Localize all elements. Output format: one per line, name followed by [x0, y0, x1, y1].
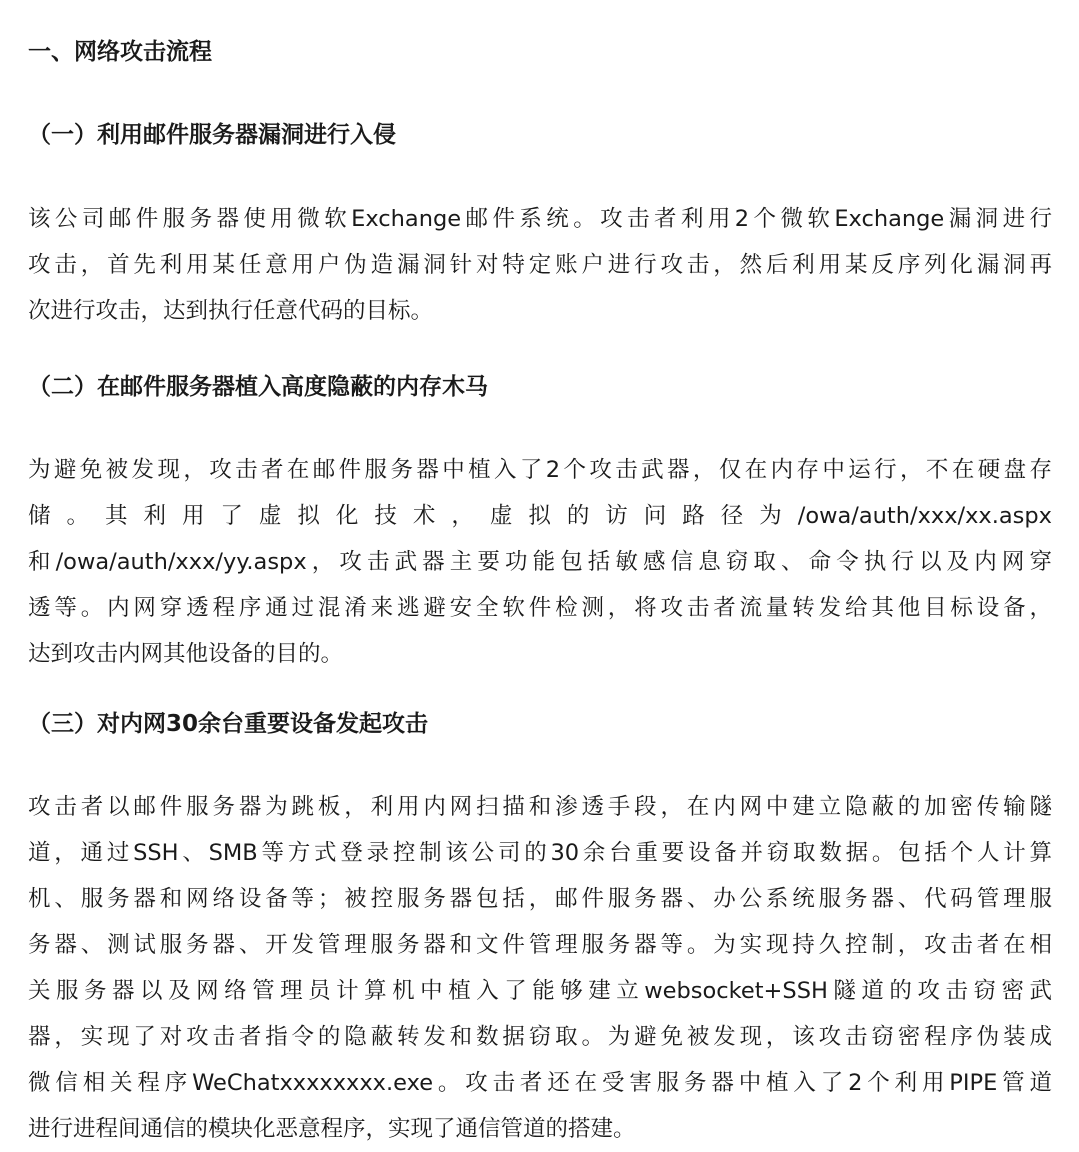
paragraph-line: 该公司邮件服务器使用微软Exchange邮件系统。攻击者利用2个微软Exchange漏洞进行 — [28, 206, 1052, 232]
paragraph-line: 道，通过SSH、SMB等方式登录控制该公司的30余台重要设备并窃取数据。包括个人计算 — [28, 840, 1052, 866]
paragraph-2 — [28, 447, 1052, 677]
paragraph-line: 达到攻击内网其他设备的目的。 — [28, 641, 344, 667]
subsection-heading-1: （一）利用邮件服务器漏洞进行入侵 — [28, 122, 396, 148]
paragraph-line: 务器、测试服务器、开发管理服务器和文件管理服务器等。为实现持久控制，攻击者在相 — [28, 932, 1052, 958]
paragraph-line: 微信相关程序WeChatxxxxxxxx.exe。攻击者还在受害服务器中植入了2个利用PIPE管道 — [28, 1070, 1052, 1096]
paragraph-line: 透等。内网穿透程序通过混淆来逃避安全软件检测，将攻击者流量转发给其他目标设备， — [28, 595, 1052, 621]
subsection-heading-2: （二）在邮件服务器植入高度隐蔽的内存木马 — [28, 374, 488, 400]
paragraph-line: 攻击者以邮件服务器为跳板，利用内网扫描和渗透手段，在内网中建立隐蔽的加密传输隧 — [28, 794, 1052, 820]
paragraph-line: 为避免被发现，攻击者在邮件服务器中植入了2个攻击武器，仅在内存中运行，不在硬盘存 — [28, 457, 1052, 483]
paragraph-line: 和/owa/auth/xxx/yy.aspx，攻击武器主要功能包括敏感信息窃取、命令执行以及内网穿 — [28, 549, 1052, 575]
paragraph-3 — [28, 784, 1052, 1152]
paragraph-1 — [28, 196, 1052, 334]
paragraph-line: 攻击，首先利用某任意用户伪造漏洞针对特定账户进行攻击，然后利用某反序列化漏洞再 — [28, 252, 1052, 278]
paragraph-line: 进行进程间通信的模块化恶意程序，实现了通信管道的搭建。 — [28, 1116, 636, 1142]
paragraph-line: 器，实现了对攻击者指令的隐蔽转发和数据窃取。为避免被发现，该攻击窃密程序伪装成 — [28, 1024, 1052, 1050]
paragraph-line: 次进行攻击，达到执行任意代码的目标。 — [28, 298, 434, 324]
paragraph-line: 机、服务器和网络设备等；被控服务器包括，邮件服务器、办公系统服务器、代码管理服 — [28, 886, 1052, 912]
subsection-heading-3: （三）对内网30余台重要设备发起攻击 — [28, 711, 429, 737]
paragraph-line: 储 。 其 利 用 了 虚 拟 化 技 术 ， 虚 拟 的 访 问 路 径 为 /owa/auth/xxx/xx.aspx — [28, 503, 1052, 529]
section-title: 一、网络攻击流程 — [28, 39, 212, 65]
paragraph-line: 关服务器以及网络管理员计算机中植入了能够建立websocket+SSH隧道的攻击窃密武 — [28, 978, 1052, 1004]
